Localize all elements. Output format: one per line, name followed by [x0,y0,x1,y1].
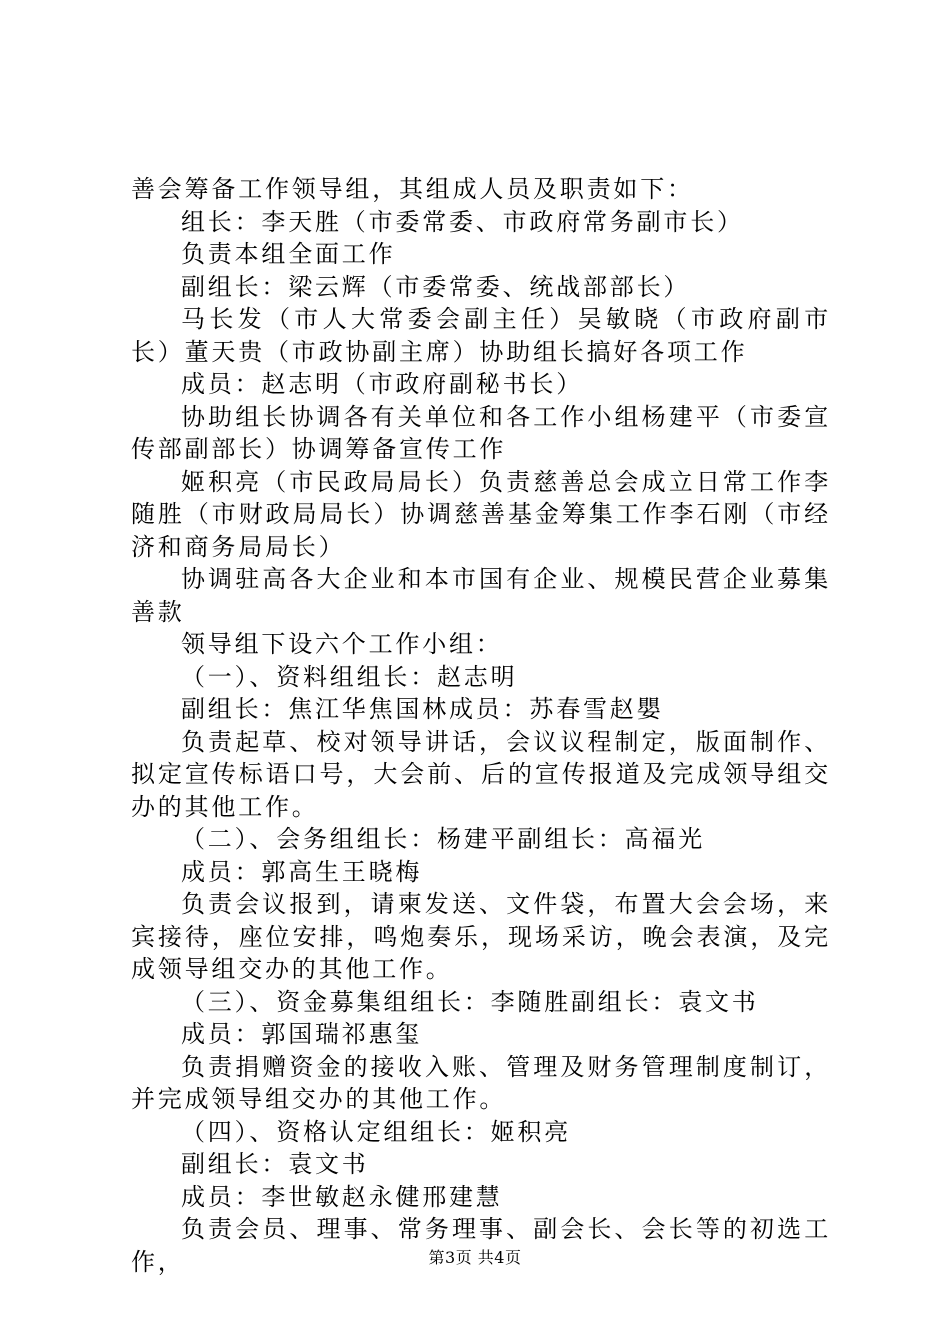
paragraph-9: 协调驻高各大企业和本市国有企业、规模民营企业募集善款 [131,565,831,626]
paragraph-12: 副组长：焦江华焦国林成员：苏春雪赵嬰 [181,695,664,723]
paragraph-3: 负责本组全面工作 [181,240,396,268]
paragraph-20: （四）、资格认定组组长：姬积亮 [181,1117,571,1146]
paragraph-7: 协助组长协调各有关单位和各工作小组杨建平（市委宣传部副部长）协调筹备宣传工作 [131,402,831,463]
paragraph-17: （三）、资金募集组组长：李随胜副组长：袁文书 [181,987,759,1016]
paragraph-8: 姬积亮（市民政局局长）负责慈善总会成立日常工作李随胜（市财政局局长）协调慈善基金筹集工作李石刚（市经济和商务局局长） [131,467,831,561]
document-body [131,173,831,1278]
paragraph-10: 领导组下设六个工作小组： [181,630,503,658]
paragraph-13: 负责起草、校对领导讲话，会议议程制定，版面制作、拟定宣传标语口号，大会前、后的宣传报道及完成领导组交办的其他工作。 [131,727,831,821]
paragraph-11: （一）、资料组组长：赵志明 [181,662,518,691]
paragraph-6: 成员：赵志明（市政府副秘书长） [181,370,583,398]
paragraph-16: 负责会议报到，请柬发送、文件袋，布置大会会场，来宾接待，座位安排，鸣炮奏乐，现场采访，晚会表演，及完成领导组交办的其他工作。 [131,890,831,983]
paragraph-15: 成员：郭高生王晓梅 [181,857,423,886]
paragraph-22: 成员：李世敏赵永健邢建慧 [181,1182,503,1211]
page-number-footer: 第3页 共4页 [428,1248,522,1267]
paragraph-4: 副组长：梁云辉（市委常委、统战部部长） [181,272,691,301]
paragraph-14: （二）、会务组组长：杨建平副组长：高福光 [181,825,705,853]
paragraph-18: 成员：郭国瑞祁惠玺 [181,1020,423,1048]
paragraph-23: 负责会员、理事、常务理事、副会长、会长等的初选工作， [131,1215,831,1276]
paragraph-5: 马长发（市人大常委会副主任）吴敏晓（市政府副市长）董天贵（市政协副主席）协助组长搞好各项工作 [131,305,831,366]
paragraph-21: 副组长：袁文书 [181,1150,369,1178]
paragraph-2: 组长：李天胜（市委常委、市政府常务副市长） [181,207,744,236]
paragraph-19: 负责捐赠资金的接收入账、管理及财务管理制度制订，并完成领导组交办的其他工作。 [131,1052,831,1113]
paragraph-1: 善会筹备工作领导组，其组成人员及职责如下： [131,175,694,203]
